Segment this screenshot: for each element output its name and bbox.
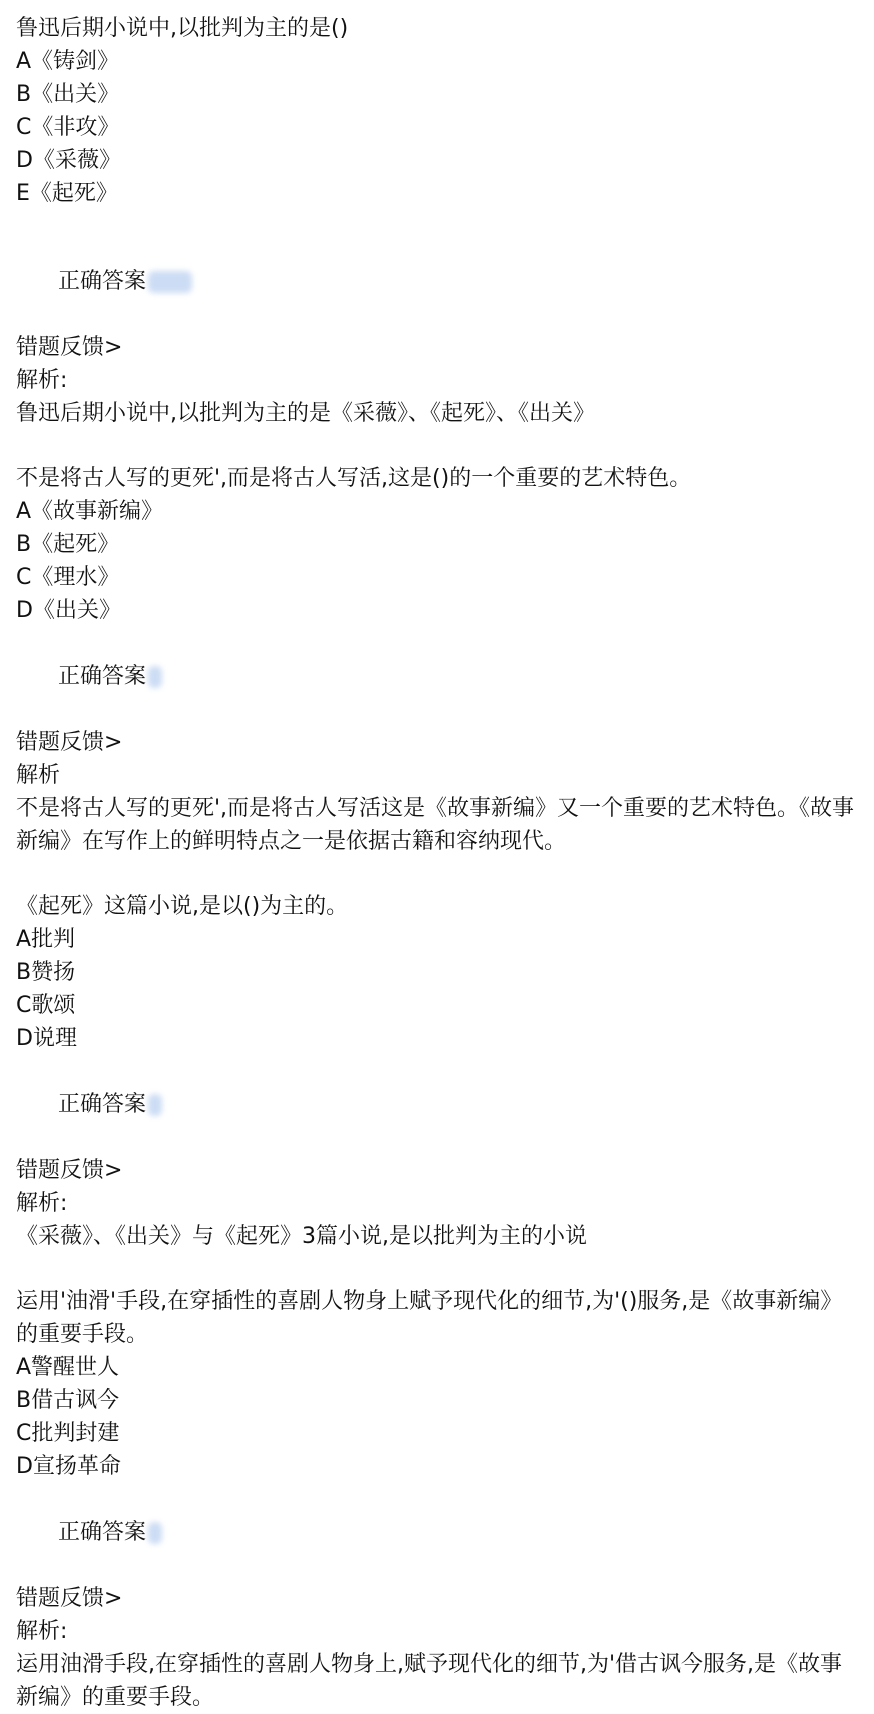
option-a: A《铸剑》	[16, 49, 120, 74]
question-stem: 《起死》这篇小说,是以()为主的。	[16, 894, 349, 919]
option-b: B《起死》	[16, 532, 120, 557]
option-d: D说理	[16, 1026, 77, 1051]
question-1	[16, 12, 860, 430]
hidden-answer-blur	[148, 1522, 162, 1544]
correct-answer-label: 正确答案	[57, 269, 146, 294]
correct-answer-row	[16, 627, 860, 726]
question-stem: 鲁迅后期小说中,以批判为主的是()	[16, 16, 349, 41]
option-d: D《采薇》	[16, 148, 121, 173]
correct-answer-row	[16, 232, 860, 331]
analysis-text: 《采薇》、《出关》与《起死》3篇小说,是以批判为主的小说	[16, 1224, 587, 1249]
option-c: C批判封建	[16, 1421, 120, 1446]
correct-answer-row	[16, 1055, 860, 1154]
analysis-text: 鲁迅后期小说中,以批判为主的是《采薇》、《起死》、《出关》	[16, 401, 595, 426]
question-2	[16, 462, 860, 858]
correct-answer-label: 正确答案	[57, 664, 146, 689]
feedback-link[interactable]: 错题反馈>	[16, 1158, 123, 1183]
option-b: B《出关》	[16, 82, 120, 107]
option-b: B赞扬	[16, 960, 76, 985]
question-stem: 不是将古人写的更死',而是将古人写活,这是()的一个重要的艺术特色。	[16, 466, 692, 491]
option-c: C《理水》	[16, 565, 120, 590]
correct-answer-row	[16, 1483, 860, 1582]
option-c: C《非攻》	[16, 115, 120, 140]
feedback-link[interactable]: 错题反馈>	[16, 1586, 123, 1611]
analysis-label: 解析	[16, 763, 61, 788]
option-d: D《出关》	[16, 598, 121, 623]
feedback-link[interactable]: 错题反馈>	[16, 335, 123, 360]
hidden-answer-blur	[148, 271, 192, 293]
analysis-text: 不是将古人写的更死',而是将古人写活这是《故事新编》又一个重要的艺术特色。《故事新编》在写作上的鲜明特点之一是依据古籍和容纳现代。	[16, 796, 855, 854]
correct-answer-label: 正确答案	[57, 1520, 146, 1545]
question-3	[16, 890, 860, 1253]
option-c: C歌颂	[16, 993, 76, 1018]
feedback-link[interactable]: 错题反馈>	[16, 730, 123, 755]
analysis-label: 解析:	[16, 1191, 68, 1216]
analysis-label: 解析:	[16, 1619, 68, 1644]
hidden-answer-blur	[148, 666, 162, 688]
correct-answer-label: 正确答案	[57, 1092, 146, 1117]
option-a: A警醒世人	[16, 1355, 120, 1380]
option-b: B借古讽今	[16, 1388, 120, 1413]
analysis-label: 解析:	[16, 368, 68, 393]
analysis-text: 运用油滑手段,在穿插性的喜剧人物身上,赋予现代化的细节,为'借古讽今服务,是《故事新编》的重要手段。	[16, 1652, 843, 1710]
option-a: A《故事新编》	[16, 499, 164, 524]
question-stem: 运用'油滑'手段,在穿插性的喜剧人物身上赋予现代化的细节,为'()服务,是《故事新编》的重要手段。	[16, 1289, 843, 1347]
option-a: A批判	[16, 927, 76, 952]
option-e: E《起死》	[16, 181, 118, 206]
option-d: D宣扬革命	[16, 1454, 121, 1479]
hidden-answer-blur	[148, 1094, 162, 1116]
question-4	[16, 1285, 860, 1714]
